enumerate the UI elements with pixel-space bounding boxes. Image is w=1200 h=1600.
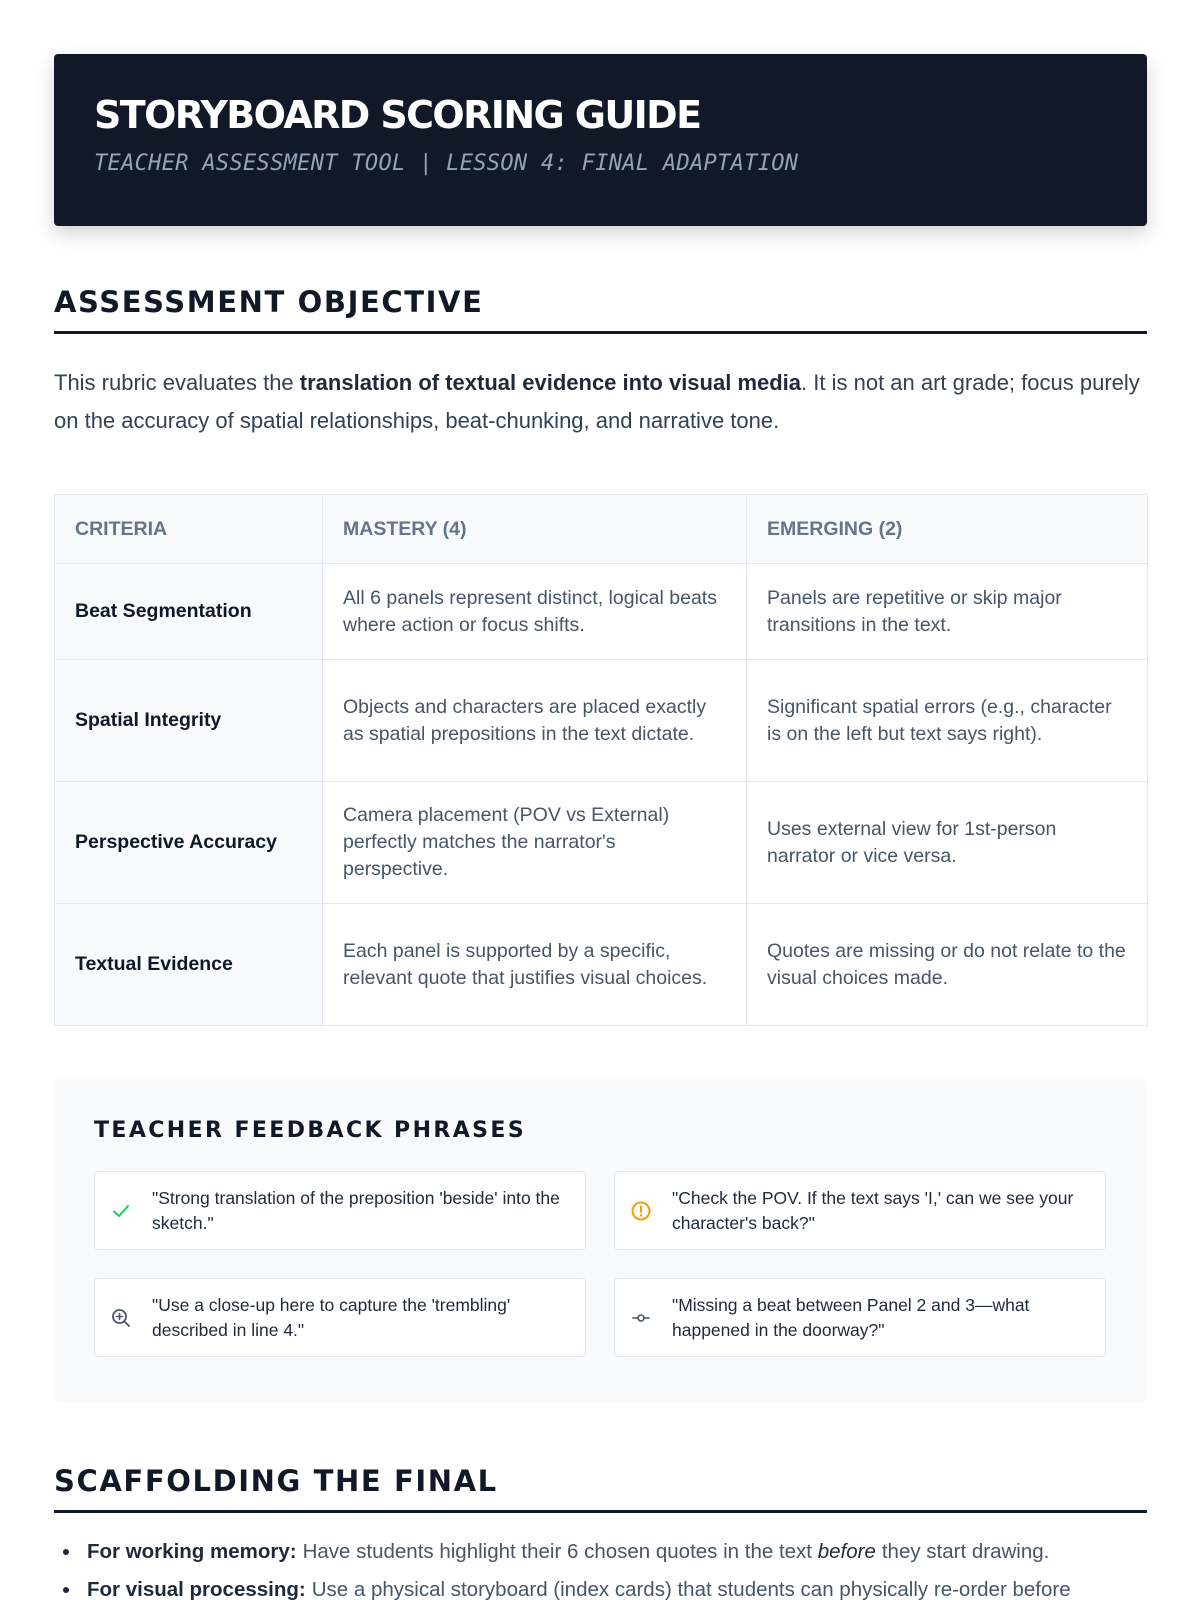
objective-heading: ASSESSMENT OBJECTIVE [54, 286, 1147, 334]
feedback-phrase-text: "Missing a beat between Panel 2 and 3—what happened in the doorway?" [672, 1294, 1030, 1340]
rubric-header-row [55, 495, 1148, 564]
list-item [60, 1538, 1150, 1565]
table-row [55, 564, 1148, 660]
list-item-text: Have students highlight their 6 chosen quotes in the text [302, 1540, 813, 1563]
commit-icon [629, 1306, 653, 1330]
feedback-phrase-text: "Check the POV. If the text says 'I,' can we see your character's back?" [672, 1187, 1074, 1233]
feedback-phrase-card [94, 1278, 586, 1357]
emerging-cell: Panels are repetitive or skip major transitions in the text. [747, 564, 1148, 660]
emerging-cell: Uses external view for 1st-person narrator or vice versa. [747, 782, 1148, 904]
feedback-phrases-panel [54, 1078, 1147, 1403]
column-header-mastery: MASTERY (4) [323, 495, 747, 564]
header-banner [54, 54, 1147, 226]
checkmark-icon [109, 1199, 133, 1223]
scaffolding-heading: SCAFFOLDING THE FINAL [54, 1465, 1147, 1513]
feedback-phrase-grid [94, 1171, 1107, 1357]
feedback-phrase-text: "Strong translation of the preposition 'beside' into the sketch." [152, 1187, 560, 1233]
feedback-phrase-card [94, 1171, 586, 1250]
objective-text-emphasis: translation of textual evidence into visual media [299, 370, 802, 395]
objective-text-rest: . It is not an art grade; focus purely on the accuracy of spatial relationships, beat-chunking, and narrative tone. [54, 370, 1140, 433]
criteria-cell: Textual Evidence [55, 904, 323, 1026]
rubric-table [54, 494, 1148, 1026]
column-header-emerging: EMERGING (2) [747, 495, 1148, 564]
page-subtitle: TEACHER ASSESSMENT TOOL | LESSON 4: FINAL ADAPTATION [94, 151, 799, 176]
list-item-lead: For visual processing: [87, 1578, 306, 1600]
criteria-cell: Perspective Accuracy [55, 782, 323, 904]
list-item-emphasis: before [817, 1540, 876, 1563]
objective-text-intro: This rubric evaluates the [54, 370, 300, 395]
mastery-cell: Objects and characters are placed exactly as spatial prepositions in the text dictate. [323, 660, 747, 782]
table-row [55, 660, 1148, 782]
list-item-lead: For working memory: [87, 1540, 297, 1563]
table-row [55, 904, 1148, 1026]
list-item-text-end: they start drawing. [881, 1540, 1050, 1563]
objective-text [54, 364, 1147, 440]
mastery-cell: Camera placement (POV vs External) perfectly matches the narrator's perspective. [323, 782, 747, 904]
emerging-cell: Quotes are missing or do not relate to the visual choices made. [747, 904, 1148, 1026]
page-title: STORYBOARD SCORING GUIDE [94, 93, 701, 137]
feedback-phrase-card [614, 1278, 1106, 1357]
zoom-in-icon [109, 1306, 133, 1330]
list-item [60, 1576, 1150, 1600]
mastery-cell: Each panel is supported by a specific, relevant quote that justifies visual choices. [323, 904, 747, 1026]
feedback-heading: TEACHER FEEDBACK PHRASES [94, 1118, 527, 1143]
list-item-text: Use a physical storyboard (index cards) that students can physically re-order before [311, 1578, 1071, 1600]
mastery-cell: All 6 panels represent distinct, logical beats where action or focus shifts. [323, 564, 747, 660]
feedback-phrase-card [614, 1171, 1106, 1250]
emerging-cell: Significant spatial errors (e.g., character is on the left but text says right). [747, 660, 1148, 782]
column-header-criteria: CRITERIA [55, 495, 323, 564]
table-row [55, 782, 1148, 904]
criteria-cell: Spatial Integrity [55, 660, 323, 782]
alert-circle-icon [629, 1199, 653, 1223]
scaffolding-list [60, 1538, 1150, 1600]
criteria-cell: Beat Segmentation [55, 564, 323, 660]
feedback-phrase-text: "Use a close-up here to capture the 'trembling' described in line 4." [152, 1294, 511, 1340]
